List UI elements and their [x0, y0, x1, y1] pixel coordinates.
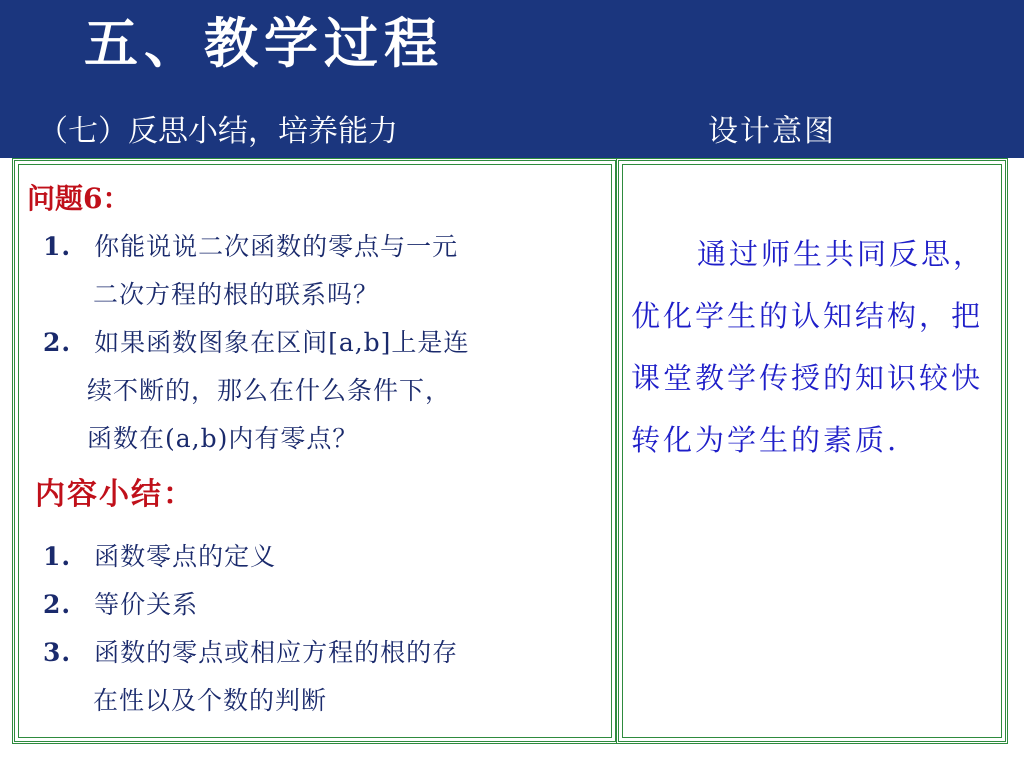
summary-item-1: [43, 533, 276, 581]
summary-item-line: 在性以及个数的判断: [93, 686, 328, 715]
summary-item-line: 函数的零点或相应方程的根的存: [94, 638, 459, 667]
question-item-number: 2.: [43, 328, 72, 357]
design-intent-title: 设计意图: [708, 114, 836, 149]
summary-item-3: [43, 629, 458, 677]
question-item-1: [43, 223, 458, 271]
summary-item-line: 函数零点的定义: [94, 542, 277, 571]
summary-item-number: 1.: [43, 542, 72, 571]
content-panel: [12, 158, 618, 744]
design-intent-text: [631, 223, 997, 471]
question-item-2: [43, 319, 469, 367]
question-item-line: 续不断的，那么在什么条件下，: [87, 376, 452, 405]
design-intent-body: 通过师生共同反思，优化学生的认知结构，把课堂教学传授的知识较快转化为学生的素质.: [631, 237, 986, 457]
question-item-number: 1.: [43, 232, 72, 261]
header-bar: [0, 0, 1024, 158]
design-intent-panel: [616, 158, 1008, 744]
section-subtitle: （七）反思小结，培养能力: [38, 114, 398, 149]
summary-heading: 内容小结：: [35, 477, 195, 512]
question-heading: 问题6：: [27, 182, 131, 215]
question-item-line: 函数在(a,b)内有零点？: [87, 424, 359, 453]
question-item-line: 你能说说二次函数的零点与一元: [94, 232, 459, 261]
summary-item-2: [43, 581, 198, 629]
page-title: 五、教学过程: [84, 11, 444, 75]
summary-item-line: 等价关系: [94, 590, 199, 619]
summary-item-number: 2.: [43, 590, 72, 619]
question-item-line: 如果函数图象在区间[a,b]上是连: [94, 328, 470, 357]
summary-item-number: 3.: [43, 638, 72, 667]
question-item-line: 二次方程的根的联系吗？: [93, 280, 380, 309]
